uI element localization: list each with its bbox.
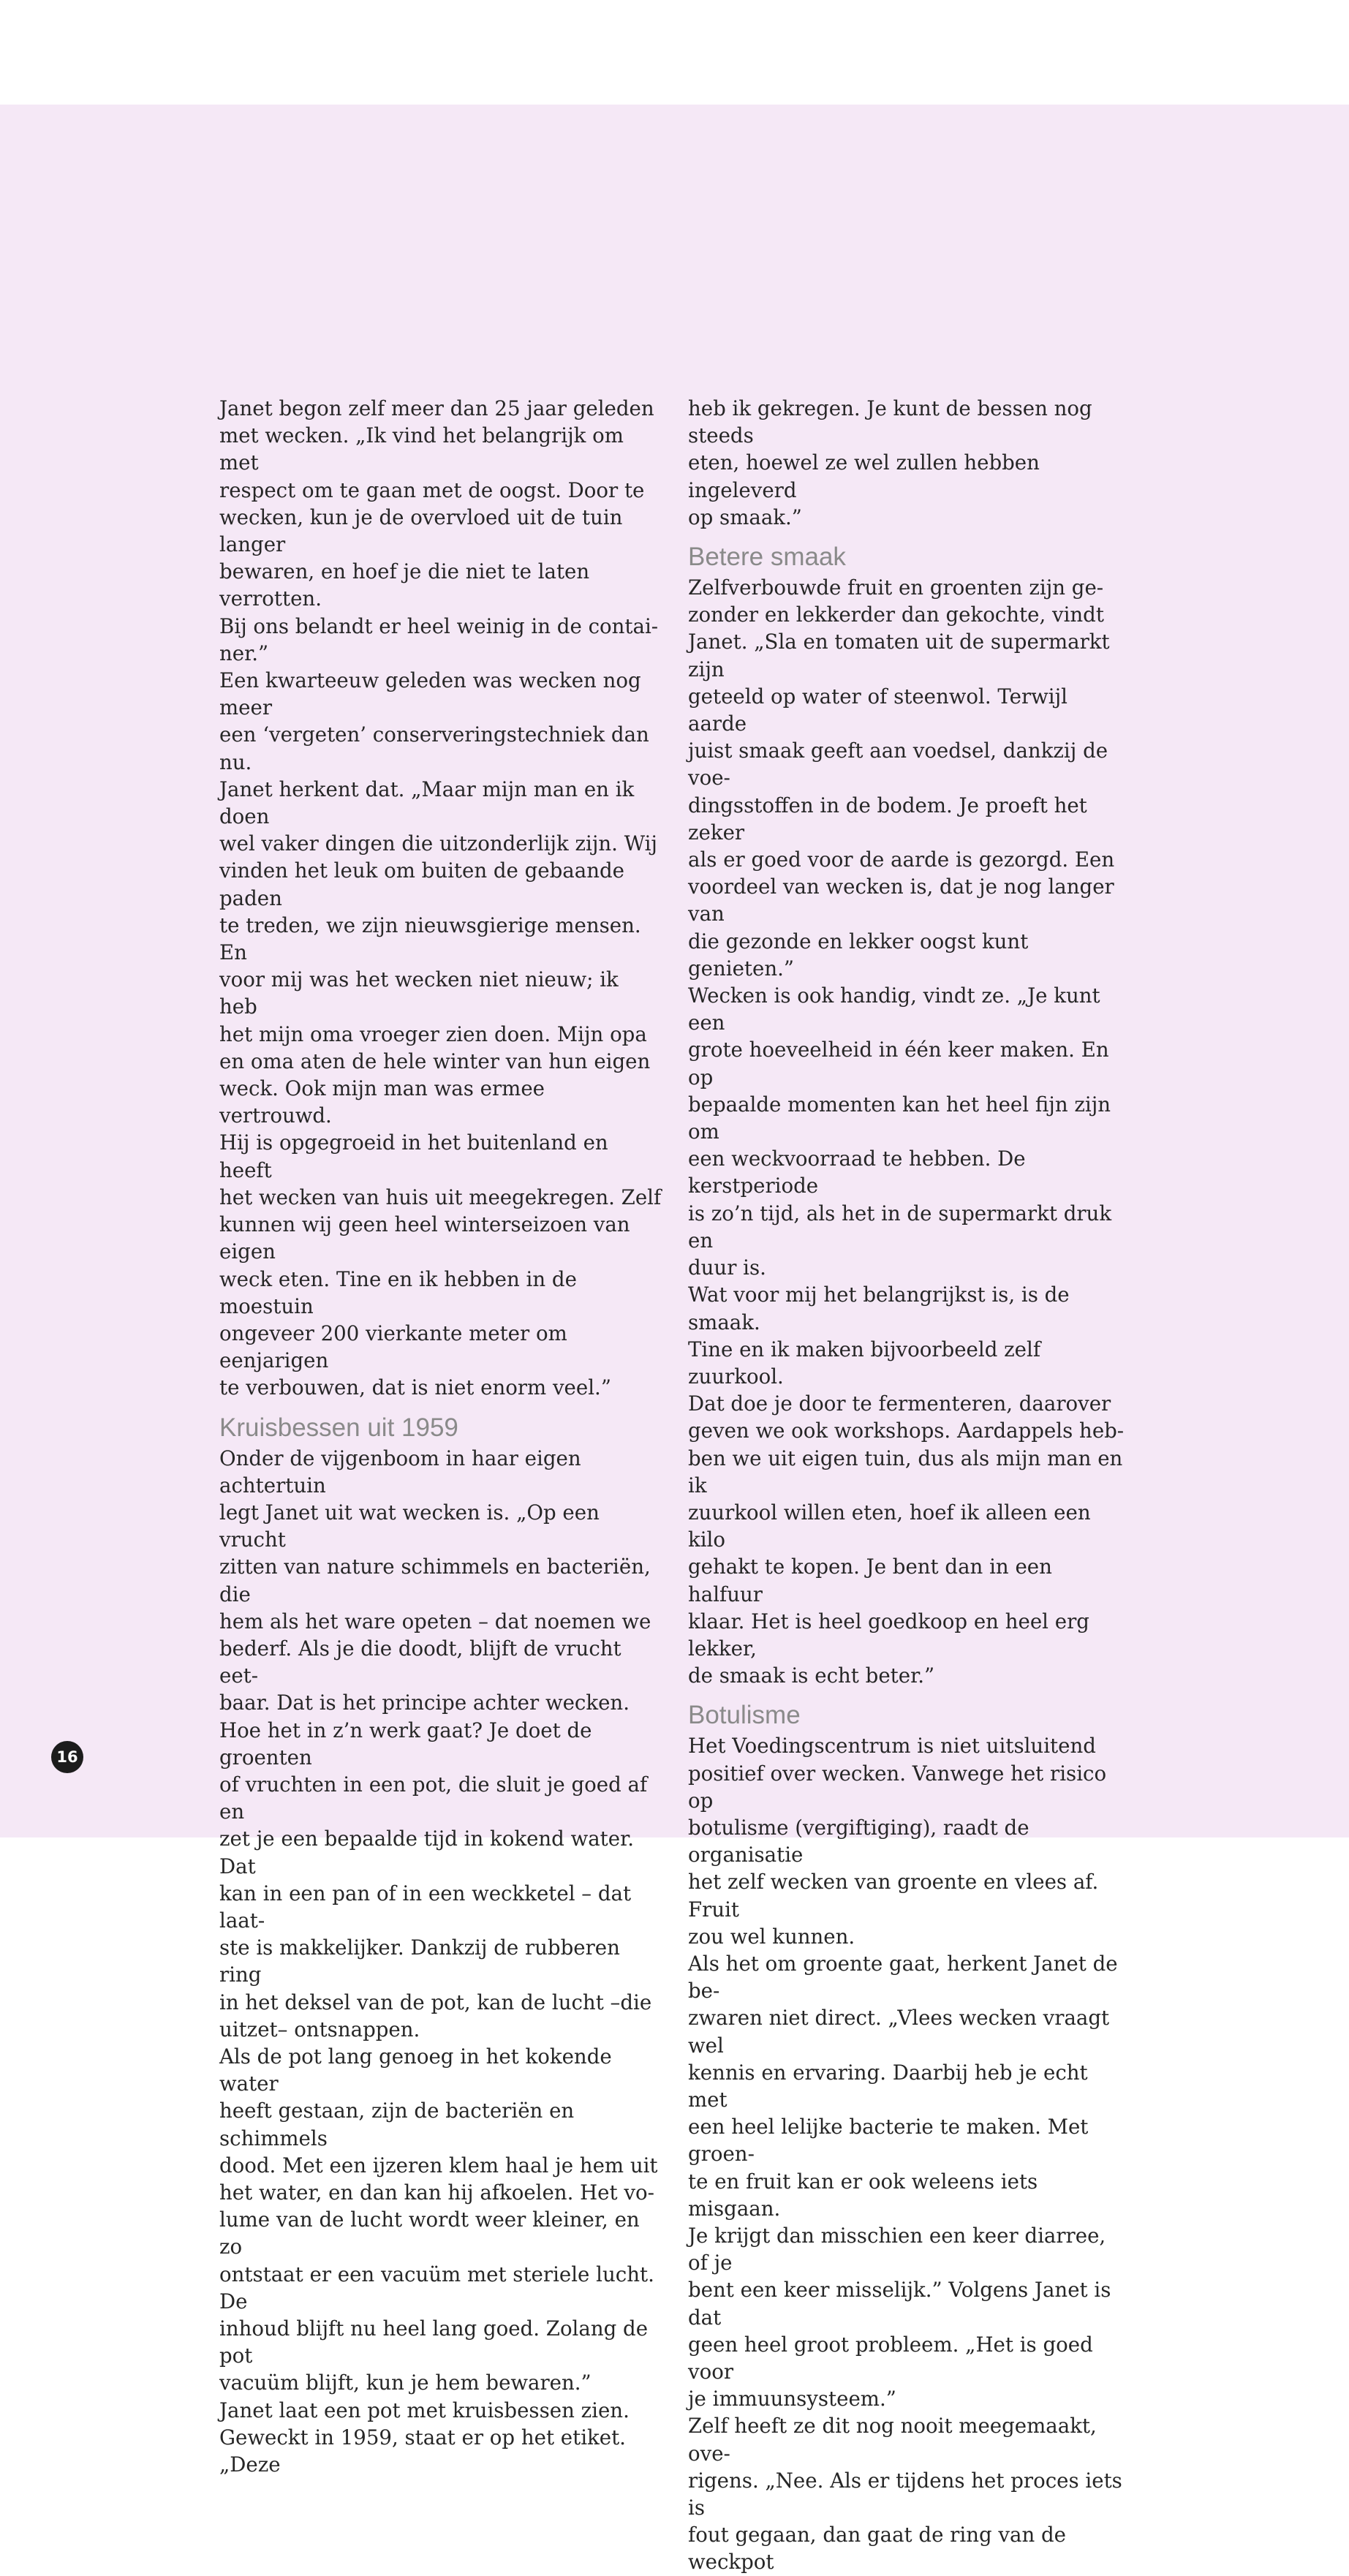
section-heading-betere-smaak: Betere smaak <box>688 543 846 572</box>
paragraph: Zelf heeft ze dit nog nooit meegemaakt, ove- rigens. „Nee. Als er tijdens het proces iets is fout gegaan, dan gaat de ring van de weckpot <box>688 2414 1122 2575</box>
left-column <box>219 395 662 2478</box>
section-heading-botulisme: Botulisme <box>688 1701 801 1730</box>
paragraph: Als het om groente gaat, herkent Janet de be- zwaren niet direct. „Vlees wecken vraagt wel kennis en ervaring. Daarbij heb je echt met een heel lelijke bacterie te maken. Met groen- te en fruit kan er ook weleens iets misgaan. Je krijgt dan misschien een keer diarree, of je bent een keer misselijk.” Volgens Janet is dat geen heel groot probleem. „Het is goed voor je immuunsysteem.” <box>688 1951 1118 2411</box>
paragraph: Wat voor mij het belangrijkst is, is de smaak. Tine en ik maken bijvoorbeeld zelf zuurkool. Dat doe je door te fermenteren, daarover geven we ook workshops. Aardappels heb- ben we uit eigen tuin, dus als mijn man en ik zuurkool willen eten, hoef ik alleen een kilo gehakt te kopen. Je bent dan in een halfuur klaar. Het is heel goedkoop en heel erg lekker, de smaak is echt beter.” <box>688 1283 1125 1688</box>
paragraph: Wecken is ook handig, vindt ze. „Je kunt een grote hoeveelheid in één keer maken. En op bepaalde momenten kan het heel fijn zijn om een weckvoorraad te hebben. De kerstperiode is zo’n tijd, als het in de supermarkt druk en duur is. <box>688 983 1112 1280</box>
paragraph: Hoe het in z’n werk gaat? Je doet de groenten of vruchten in een pot, die sluit je goed af en zet je een bepaalde tijd in kokend water. Dat kan in een pan of in een weckketel – dat laat- ste is makkelijker. Dankzij de rubberen ring in het deksel van de pot, kan de lucht –die uitzet– ontsnappen. <box>219 1718 652 2041</box>
paragraph: Onder de vijgenboom in haar eigen achtertuin legt Janet uit wat wecken is. „Op een vrucht zitten van nature schimmels en bacteriën, die hem als het ware opeten – dat noemen we bederf. Als je die doodt, blijft de vrucht eet- baar. Dat is het principe achter wecken. <box>219 1446 651 1715</box>
paragraph: Janet laat een pot met kruisbessen zien. Geweckt in 1959, staat er op het etiket. „Deze <box>219 2398 630 2477</box>
page-number-badge: 16 <box>51 1741 83 1773</box>
paragraph: Een kwarteeuw geleden was wecken nog meer een ‘vergeten’ conserveringstechniek dan nu. Janet herkent dat. „Maar mijn man en ik doen wel vaker dingen die uitzonderlijk zijn. Wij vinden het leuk om buiten de gebaande paden te treden, we zijn nieuwsgierige mensen. En voor mij was het wecken niet nieuw; ik heb het mijn oma vroeger zien doen. Mijn opa en oma aten de hele winter van hun eigen weck. Ook mijn man was ermee vertrouwd. Hij is opgegroeid in het buitenland en heeft het wecken van huis uit meegekregen. Zelf kunnen wij geen heel winterseizoen van eigen weck eten. Tine en ik hebben in de moestuin ongeveer 200 vierkante meter om eenjarigen te verbouwen, dat is niet enorm veel.” <box>219 668 662 1400</box>
paragraph: Janet begon zelf meer dan 25 jaar geleden met wecken. „Ik vind het belangrijk om met respect om te gaan met de oogst. Door te wecken, kun je de overvloed uit de tuin langer bewaren, en hoef je die niet te laten verrotten. Bij ons belandt er heel weinig in de contai- ner.” <box>219 396 659 665</box>
section-heading-kruisbessen: Kruisbessen uit 1959 <box>219 1413 458 1442</box>
page-background-band <box>0 105 1349 1837</box>
paragraph: Zelfverbouwde fruit en groenten zijn ge- zonder en lekkerder dan gekochte, vindt Janet. „Sla en tomaten uit de supermarkt zijn geteeld op water of steenwol. Terwijl aarde juist smaak geeft aan voedsel, dankzij de voe- dingsstoffen in de bodem. Je proeft het zeker als er goed voor de aarde is gezorgd. Een voordeel van wecken is, dat je nog langer van die gezonde en lekker oogst kunt genieten.” <box>688 575 1115 981</box>
paragraph: Het Voedingscentrum is niet uitsluitend positief over wecken. Vanwege het risico op botulisme (vergiftiging), raadt de organisatie het zelf wecken van groente en vlees af. Fruit zou wel kunnen. <box>688 1734 1107 1949</box>
right-column <box>688 395 1130 2576</box>
paragraph: Als de pot lang genoeg in het kokende water heeft gestaan, zijn de bacteriën en schimmels dood. Met een ijzeren klem haal je hem uit het water, en dan kan hij afkoelen. Het vo- lume van de lucht wordt weer kleiner, en zo ontstaat er een vacuüm met steriele lucht. De inhoud blijft nu heel lang goed. Zolang de pot vacuüm blijft, kun je hem bewaren.” <box>219 2044 658 2395</box>
paragraph: heb ik gekregen. Je kunt de bessen nog steeds eten, hoewel ze wel zullen hebben ingeleverd op smaak.” <box>688 396 1092 529</box>
